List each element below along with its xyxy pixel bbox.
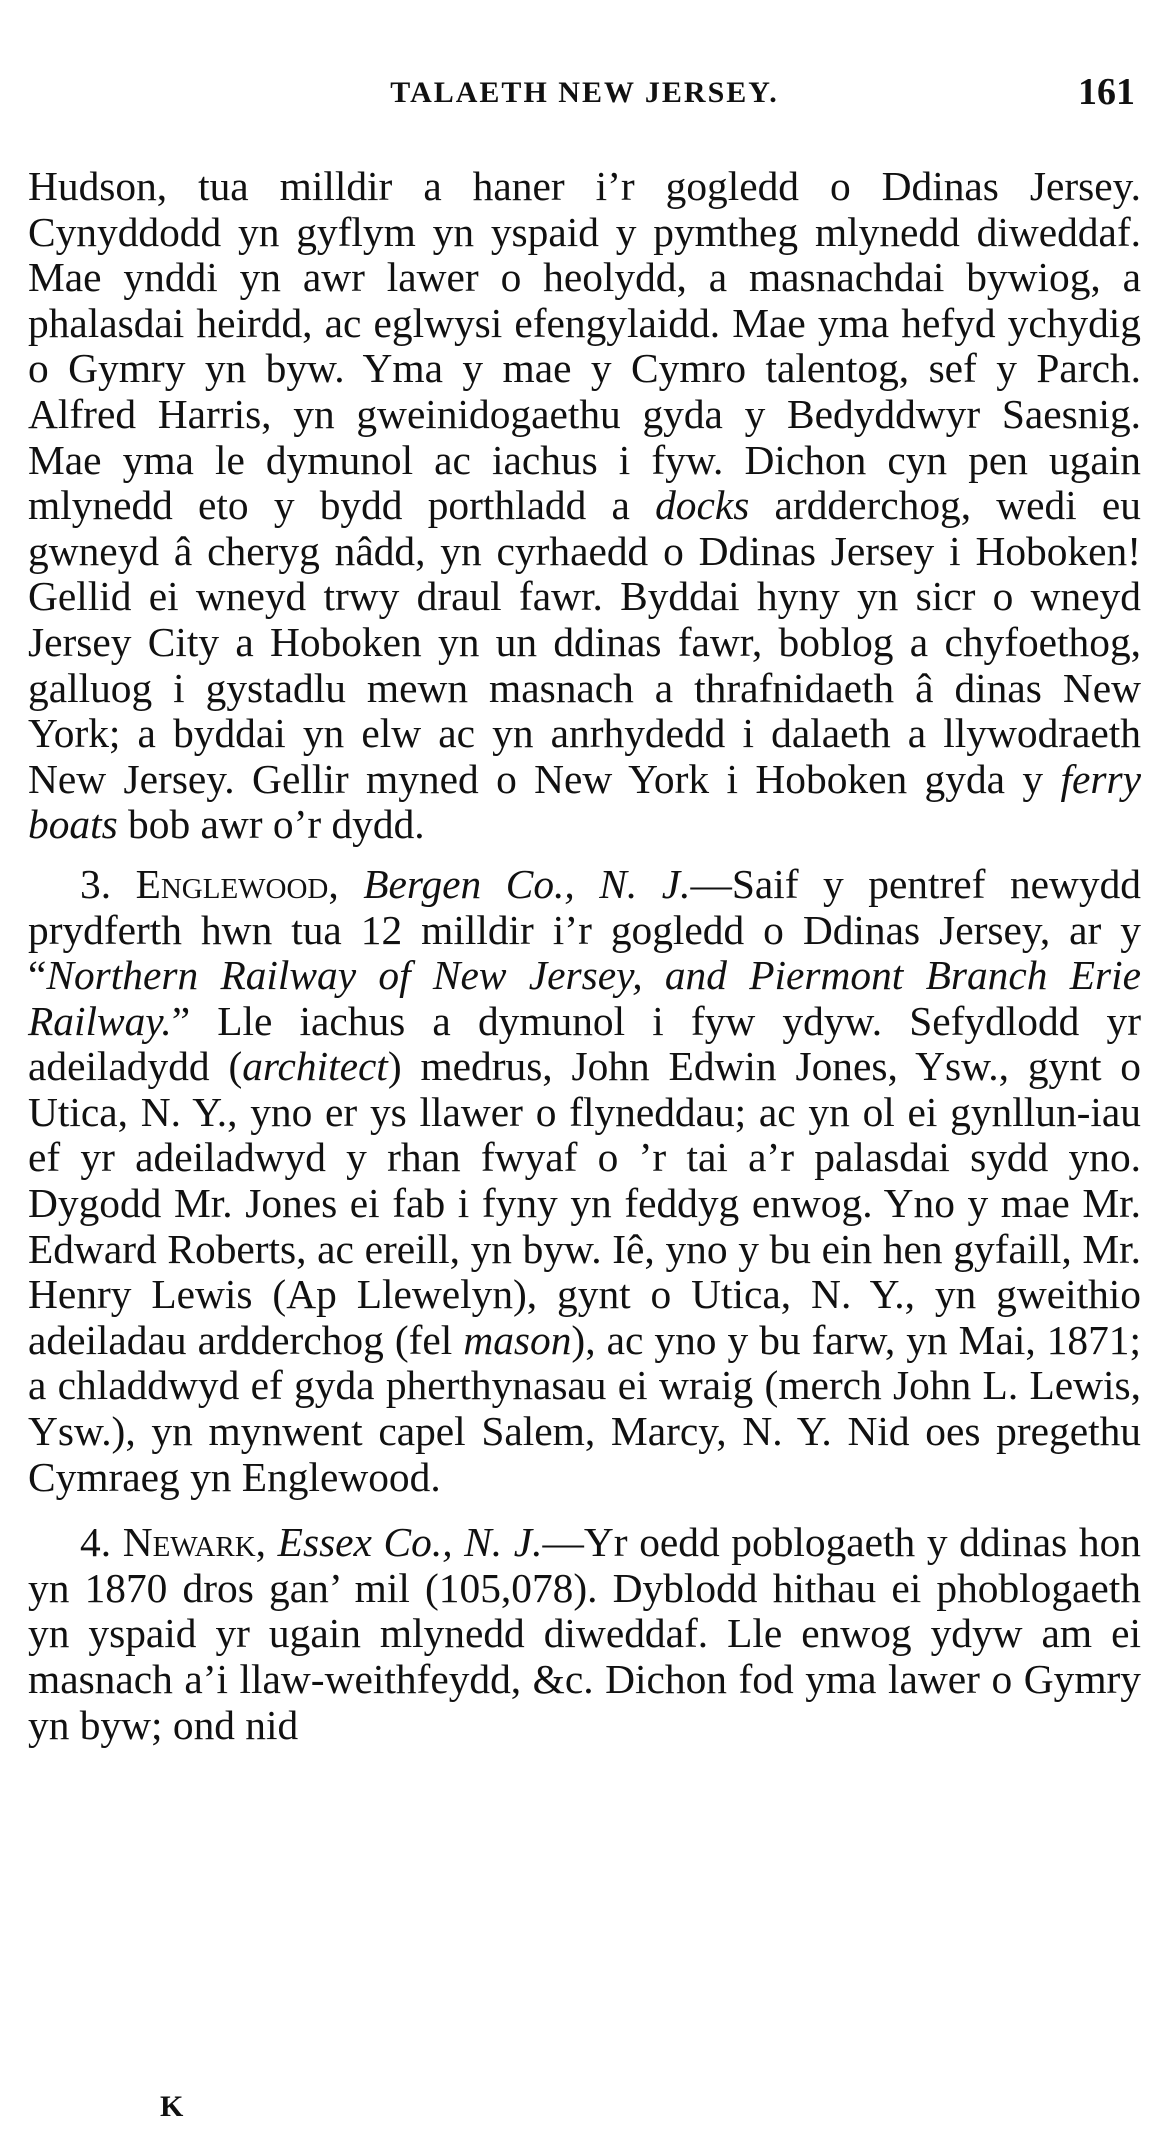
paragraph-text: Hudson, tua milldir a haner i’r gogledd o Ddinas Jersey. Cynyddodd yn gyflym yn yspaid y pymtheg mlynedd diweddaf. Mae ynddi yn awr lawer o heolydd, a masnachdai bywiog, a phalasdai heirdd, ac eglwysi efengylaidd. Mae yma hefyd ychydig o Gymry yn byw. Yma y mae y Cymro talentog, sef y Parch. Alfred Harris, yn gweinidogaethu gyda y Bedyddwyr Saesnig. Mae yma le dymunol ac iachus i fyw. Dichon cyn pen ugain mlynedd eto y bydd porthladd a <box>28 163 1141 529</box>
italic-term: ferry boats <box>28 755 1141 848</box>
paragraph-englewood <box>28 862 1141 1500</box>
paragraph-text: bob awr o’r dydd. <box>117 801 425 848</box>
page-header <box>28 64 1141 124</box>
italic-term: architect <box>242 1043 388 1090</box>
italic-term: docks <box>655 482 750 529</box>
italic-term: mason <box>463 1316 572 1363</box>
paragraph-text: —Yr oedd poblogaeth y ddinas hon yn 1870 dros gan’ mil (105,078). Dyblodd hithau ei phoblogaeth yn yspaid yr ugain mlynedd diweddaf. Lle enwog ydyw am ei masnach a’i llaw-weithfeydd, &c. Dichon fod yma lawer o Gymry yn byw; ond nid <box>28 1519 1141 1748</box>
paragraph-hudson <box>28 164 1141 848</box>
place-name: Englewood, <box>135 860 339 907</box>
paragraph-text: ardderchog, wedi eu gwneyd â cheryg nâdd, yn cyrhaedd o Ddinas Jersey i Hoboken! Gellid ei wneyd trwy draul fawr. Byddai hyny yn sicr o wneyd Jersey City a Hoboken yn un ddinas fawr, boblog a chyfoethog, galluog i gystadlu mewn masnach a thrafnidaeth â dinas New York; a byddai yn elw ac yn anrhydedd i dalaeth a llywodraeth New Jersey. Gellir myned o New York i Hoboken gyda y <box>28 482 1141 802</box>
county-name: Bergen Co., N. J. <box>363 860 691 907</box>
signature-mark: K <box>160 2090 184 2123</box>
page-number: 161 <box>1078 71 1135 113</box>
county-name: Essex Co., N. J. <box>277 1519 543 1566</box>
body-text <box>28 164 1141 1748</box>
paragraph-newark <box>28 1520 1141 1748</box>
italic-term: Northern Railway of New Jersey, and Piermont Branch Erie Railway. <box>28 952 1141 1044</box>
section-number: 3. <box>80 860 136 907</box>
paragraph-text: ), ac yno y bu farw, yn Mai, 1871; a chladdwyd ef gyda pherthynasau ei wraig (merch John L. Lewis, Ysw.), yn mynwent capel Salem, Marcy, N. Y. Nid oes pregethu Cymraeg yn Englewood. <box>28 1316 1141 1500</box>
paragraph-text: —Saif y pentref newydd prydferth hwn tua 12 milldir i’r gogledd o Ddinas Jersey, ar y “ <box>28 860 1142 999</box>
section-number: 4. <box>80 1519 123 1566</box>
running-head: TALAETH NEW JERSEY. <box>390 76 779 109</box>
place-name: Newark, <box>122 1519 267 1566</box>
paragraph-text: ) medrus, John Edwin Jones, Ysw., gynt o Utica, N. Y., yno er ys llawer o flyneddau; ac yn ol ei gynllun-iau ef yr adeiladwyd y rhan fwyaf o ’r tai a’r palasdai sydd yno. Dygodd Mr. Jones ei fab i fyny yn feddyg enwog. Yno y mae Mr. Edward Roberts, ac ereill, yn byw. Iê, yno y bu ein hen gyfaill, Mr. Henry Lewis (Ap Llewelyn), gynt o Utica, N. Y., yn gweithio adeiladau ardderchog (fel <box>28 1043 1141 1363</box>
paragraph-text: ” Lle iachus a dymunol i fyw ydyw. Sefydlodd yr adeiladydd ( <box>28 997 1141 1090</box>
